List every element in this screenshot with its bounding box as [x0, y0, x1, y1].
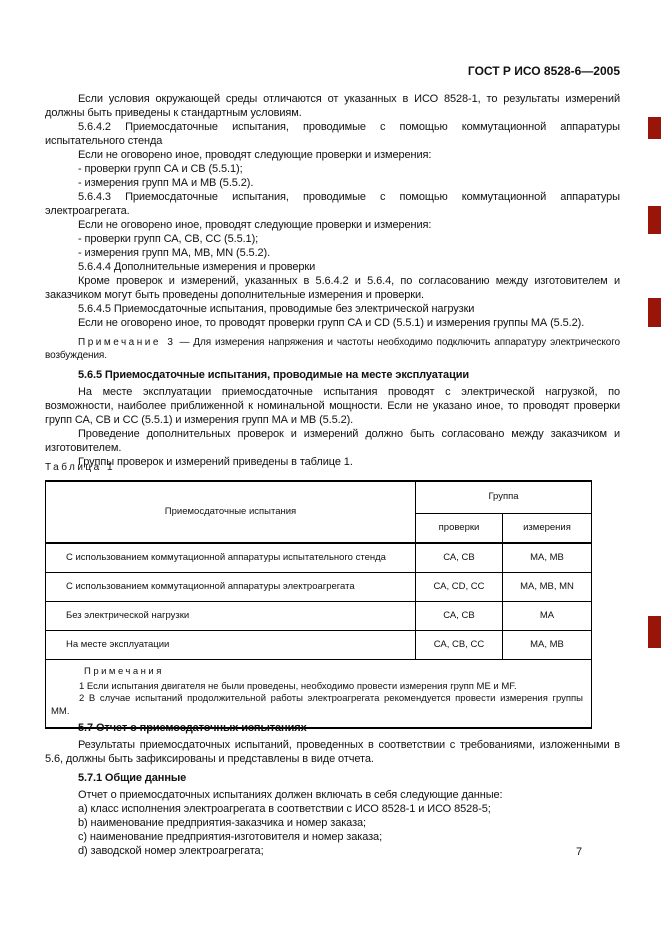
paragraph: Если не оговорено иное, проводят следующие проверки и измерения:: [78, 219, 432, 231]
doc-code: ГОСТ Р ИСО 8528-6—2005: [467, 64, 620, 78]
list-item: - измерения групп МА и МВ (5.5.2).: [78, 177, 254, 189]
red-marker: [648, 206, 661, 234]
cell-checks: СА, СВ: [416, 543, 503, 572]
clause-heading-5-6-4-5: 5.6.4.5 Приемосдаточные испытания, проводимые без электрической нагрузки: [78, 303, 475, 315]
cell-measures: МА, МВ: [503, 630, 592, 659]
paragraph: Если не оговорено иное, проводят следующие проверки и измерения:: [78, 149, 432, 161]
clause-heading-5-6-4-3: 5.6.4.3 Приемосдаточные испытания, проводимые с помощью коммутационной аппаратуры электроагрегата.: [45, 191, 620, 217]
note-3: [45, 337, 620, 362]
list-item-c: c) наименование предприятия-изготовителя и номер заказа;: [78, 831, 383, 843]
section-heading-5-7: 5.7 Отчет о приемосдаточных испытаниях: [78, 722, 307, 734]
table-note-1: 1 Если испытания двигателя не были проведены, необходимо провести измерения групп МЕ и MF.: [79, 680, 517, 692]
section-heading-5-6-5: 5.6.5 Приемосдаточные испытания, проводимые на месте эксплуатации: [78, 369, 470, 381]
red-marker: [648, 298, 661, 327]
list-item: - проверки групп СА и СВ (5.5.1);: [78, 163, 243, 175]
table-notes-title: Примечания: [84, 665, 164, 677]
column-header-group: Группа: [416, 481, 592, 513]
cell-checks: СА, СВ: [416, 601, 503, 630]
cell-checks: СА, CD, СС: [416, 572, 503, 601]
table-note-2: 2 В случае испытаний продолжительной работы электроагрегата рекомендуется провести измерения группы ММ.: [51, 693, 583, 717]
table-block: [45, 462, 620, 729]
paragraph: На месте эксплуатации приемосдаточные испытания проводят с электрической нагрузкой, по возможности, наиболее приближенной к номинальной мощности. Если не указано иное, то проводят проверки групп СА, СВ и СС (5.5.1) и измерения групп МА и МВ (5.5.2).: [45, 386, 620, 426]
table-row: [46, 572, 592, 601]
clause-heading-5-6-4-4: 5.6.4.4 Дополнительные измерения и проверки: [78, 261, 316, 273]
column-header-checks: проверки: [416, 513, 503, 543]
red-marker: [648, 616, 661, 648]
table-row: [46, 601, 592, 630]
paragraph: Кроме проверок и измерений, указанных в 5.6.4.2 и 5.6.4, по согласованию между изготовителем и заказчиком могут быть проведены дополнительные измерения и проверки.: [45, 275, 620, 301]
paragraph: Проведение дополнительных проверок и измерений должно быть согласовано между заказчиком и изготовителем.: [45, 428, 620, 454]
red-marker: [648, 117, 661, 139]
cell-checks: СА, СВ, СС: [416, 630, 503, 659]
table-row: [46, 630, 592, 659]
paragraph: Если не оговорено иное, то проводят проверки групп СА и CD (5.5.1) и измерения группы МА (5.5.2).: [78, 317, 585, 329]
cell-measures: МА, МВ: [503, 543, 592, 572]
note-3-text: — Для измерения напряжения и частоты необходимо подключить аппаратуру электрического возбуждения.: [45, 337, 620, 361]
list-item-d: d) заводской номер электроагрегата;: [78, 845, 264, 857]
cell-measures: МА, МВ, MN: [503, 572, 592, 601]
column-header-tests: Приемосдаточные испытания: [46, 481, 416, 543]
acceptance-tests-table: [45, 480, 592, 729]
note-3-label: Примечание 3: [78, 337, 176, 348]
clause-heading-5-6-4-2: 5.6.4.2 Приемосдаточные испытания, проводимые с помощью коммутационной аппаратуры испытательного стенда: [45, 121, 620, 147]
cell-measures: МА: [503, 601, 592, 630]
paragraph: Группы проверок и измерений приведены в таблице 1.: [78, 456, 353, 468]
cell-test-name: Без электрической нагрузки: [46, 601, 416, 630]
body-text: [45, 92, 620, 469]
list-item-a: а) класс исполнения электроагрегата в соответствии с ИСО 8528-1 и ИСО 8528-5;: [78, 803, 491, 815]
paragraph: Результаты приемосдаточных испытаний, проведенных в соответствии с требованиями, изложенными в 5.6, должны быть зафиксированы и представлены в виде отчета.: [45, 739, 620, 765]
column-header-measures: измерения: [503, 513, 592, 543]
table-row: [46, 543, 592, 572]
table-header-row: [46, 481, 592, 513]
section-heading-5-7-1: 5.7.1 Общие данные: [78, 772, 187, 784]
section-5-7: [45, 716, 620, 858]
paragraph: Отчет о приемосдаточных испытаниях должен включать в себя следующие данные:: [78, 789, 503, 801]
table-caption: Таблица 1: [45, 462, 116, 473]
list-item-b: b) наименование предприятия-заказчика и номер заказа;: [78, 817, 366, 829]
cell-test-name: С использованием коммутационной аппаратуры испытательного стенда: [46, 543, 416, 572]
list-item: - проверки групп СА, СВ, СС (5.5.1);: [78, 233, 259, 245]
list-item: - измерения групп МА, МВ, MN (5.5.2).: [78, 247, 271, 259]
cell-test-name: С использованием коммутационной аппаратуры электроагрегата: [46, 572, 416, 601]
paragraph: Если условия окружающей среды отличаются от указанных в ИСО 8528-1, то результаты измерений должны быть приведены к стандартным условиям.: [45, 93, 620, 119]
page-number: 7: [576, 846, 583, 858]
cell-test-name: На месте эксплуатации: [46, 630, 416, 659]
